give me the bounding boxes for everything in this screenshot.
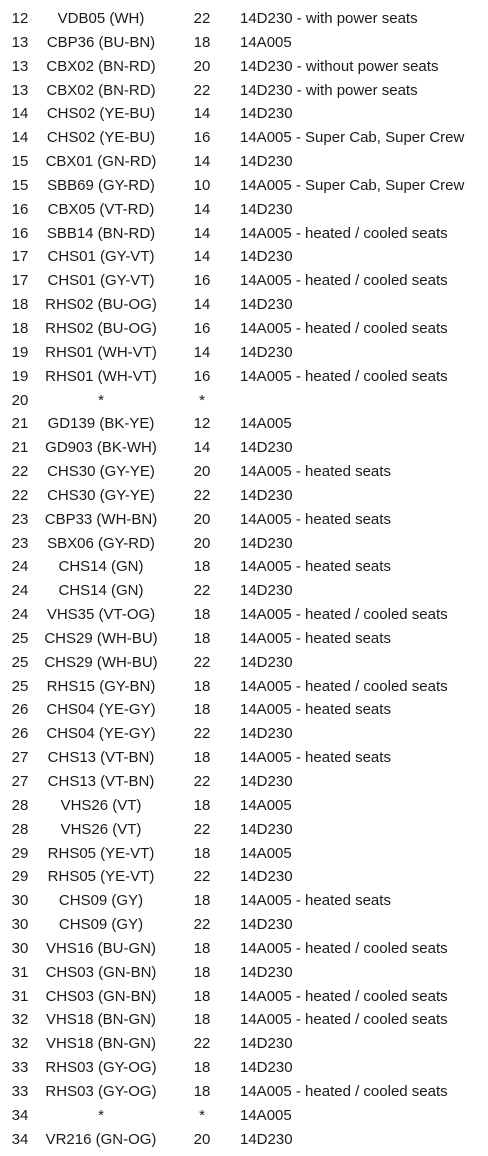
gauge-cell: 14 bbox=[193, 248, 211, 266]
table-row bbox=[0, 508, 488, 532]
table-row bbox=[0, 1080, 488, 1104]
table-row bbox=[0, 579, 488, 603]
circuit-cell: VHS26 (VT) bbox=[60, 820, 142, 838]
connector-cell: 14A005 - heated seats bbox=[240, 892, 391, 910]
pin-cell: 29 bbox=[11, 868, 29, 886]
connector-cell: 14A005 - heated / cooled seats bbox=[240, 1011, 448, 1029]
circuit-cell: CHS04 (YE-GY) bbox=[46, 725, 156, 743]
connector-cell: 14D230 bbox=[240, 200, 293, 218]
table-row bbox=[0, 1032, 488, 1056]
gauge-cell: 18 bbox=[193, 1059, 211, 1077]
circuit-cell: CHS30 (GY-YE) bbox=[47, 463, 155, 481]
table-row bbox=[0, 222, 488, 246]
pin-cell: 29 bbox=[11, 844, 29, 862]
connector-cell: 14D230 - with power seats bbox=[240, 10, 418, 27]
gauge-cell: 20 bbox=[193, 534, 211, 552]
table-row bbox=[0, 603, 488, 627]
connector-cell: 14A005 - heated / cooled seats bbox=[240, 677, 448, 695]
gauge-cell: 18 bbox=[193, 892, 211, 910]
circuit-cell: GD903 (BK-WH) bbox=[45, 439, 157, 457]
pin-cell: 17 bbox=[11, 272, 29, 290]
pin-cell: 33 bbox=[11, 1082, 29, 1100]
pin-cell: 16 bbox=[11, 224, 29, 242]
gauge-cell: 22 bbox=[193, 725, 211, 743]
connector-cell: 14D230 bbox=[240, 868, 293, 886]
circuit-cell: VHS26 (VT) bbox=[60, 796, 142, 814]
gauge-cell: * bbox=[199, 1106, 205, 1124]
gauge-cell: 18 bbox=[193, 33, 211, 51]
pin-cell: 28 bbox=[11, 820, 29, 838]
gauge-cell: 14 bbox=[193, 224, 211, 242]
gauge-cell: * bbox=[199, 391, 205, 409]
gauge-cell: 14 bbox=[193, 153, 211, 171]
connector-cell: 14D230 bbox=[240, 1035, 293, 1053]
pin-cell: 27 bbox=[11, 749, 29, 767]
connector-cell: 14D230 bbox=[240, 343, 293, 361]
pin-cell: 19 bbox=[11, 367, 29, 385]
pin-cell: 32 bbox=[11, 1035, 29, 1053]
circuit-cell: GD139 (BK-YE) bbox=[47, 415, 155, 433]
connector-cell: 14A005 - heated seats bbox=[240, 558, 391, 576]
circuit-cell: CHS29 (WH-BU) bbox=[44, 629, 158, 647]
connector-cell: 14A005 - heated seats bbox=[240, 701, 391, 719]
table-row bbox=[0, 818, 488, 842]
circuit-cell: CBX05 (VT-RD) bbox=[47, 200, 155, 218]
gauge-cell: 18 bbox=[193, 677, 211, 695]
connector-cell: 14D230 bbox=[240, 1059, 293, 1077]
gauge-cell: 22 bbox=[193, 81, 211, 99]
gauge-cell: 16 bbox=[193, 367, 211, 385]
pin-cell: 19 bbox=[11, 343, 29, 361]
gauge-cell: 22 bbox=[193, 820, 211, 838]
gauge-cell: 22 bbox=[193, 1035, 211, 1053]
table-row bbox=[0, 1056, 488, 1080]
circuit-cell: RHS15 (GY-BN) bbox=[46, 677, 156, 695]
connector-cell: 14D230 bbox=[240, 248, 293, 266]
gauge-cell: 18 bbox=[193, 844, 211, 862]
connector-cell: 14A005 - heated / cooled seats bbox=[240, 367, 448, 385]
circuit-cell: CBX02 (BN-RD) bbox=[46, 81, 156, 99]
pin-cell: 14 bbox=[11, 105, 29, 123]
pin-cell: 33 bbox=[11, 1059, 29, 1077]
gauge-cell: 22 bbox=[193, 486, 211, 504]
circuit-cell: CHS09 (GY) bbox=[58, 916, 144, 934]
gauge-cell: 18 bbox=[193, 987, 211, 1005]
pin-cell: 31 bbox=[11, 963, 29, 981]
table-row bbox=[0, 126, 488, 150]
pin-cell: 13 bbox=[11, 81, 29, 99]
pin-cell: 34 bbox=[11, 1130, 29, 1148]
gauge-cell: 16 bbox=[193, 272, 211, 290]
table-row bbox=[0, 245, 488, 269]
pin-cell: 18 bbox=[11, 296, 29, 314]
pin-cell: 17 bbox=[11, 248, 29, 266]
pin-cell: 22 bbox=[11, 463, 29, 481]
circuit-cell: CHS02 (YE-BU) bbox=[46, 129, 156, 147]
connector-cell: 14A005 - heated seats bbox=[240, 629, 391, 647]
gauge-cell: 18 bbox=[193, 629, 211, 647]
table-row bbox=[0, 842, 488, 866]
circuit-cell: CHS09 (GY) bbox=[58, 892, 144, 910]
pin-cell: 18 bbox=[11, 319, 29, 337]
table-row bbox=[0, 7, 488, 31]
gauge-cell: 22 bbox=[193, 773, 211, 790]
table-row bbox=[0, 746, 488, 770]
pin-cell: 15 bbox=[11, 153, 29, 171]
gauge-cell: 20 bbox=[193, 1130, 211, 1148]
gauge-cell: 18 bbox=[193, 939, 211, 957]
gauge-cell: 12 bbox=[193, 415, 211, 433]
gauge-cell: 16 bbox=[193, 319, 211, 337]
circuit-cell: CBX01 (GN-RD) bbox=[45, 153, 157, 171]
circuit-cell: CBP33 (WH-BN) bbox=[44, 510, 158, 528]
circuit-cell: SBB69 (GY-RD) bbox=[47, 176, 155, 194]
circuit-cell: RHS05 (YE-VT) bbox=[47, 868, 155, 886]
table-row bbox=[0, 389, 488, 413]
pin-cell: 25 bbox=[11, 653, 29, 671]
circuit-cell: VHS18 (BN-GN) bbox=[45, 1035, 157, 1053]
circuit-cell: RHS02 (BU-OG) bbox=[45, 319, 157, 337]
table-row bbox=[0, 770, 488, 794]
connector-cell: 14D230 bbox=[240, 916, 293, 934]
connector-cell: 14A005 bbox=[240, 415, 292, 433]
table-row bbox=[0, 722, 488, 746]
circuit-cell: RHS05 (YE-VT) bbox=[47, 844, 155, 862]
connector-cell: 14A005 - heated / cooled seats bbox=[240, 319, 448, 337]
pin-cell: 21 bbox=[11, 439, 29, 457]
table-row bbox=[0, 412, 488, 436]
circuit-cell: CHS02 (YE-BU) bbox=[46, 105, 156, 123]
pin-cell: 12 bbox=[11, 10, 29, 27]
connector-cell: 14A005 bbox=[240, 844, 292, 862]
circuit-cell: CHS30 (GY-YE) bbox=[47, 486, 155, 504]
circuit-cell: SBX06 (GY-RD) bbox=[47, 534, 155, 552]
pin-cell: 27 bbox=[11, 773, 29, 790]
table-row bbox=[0, 1128, 488, 1152]
circuit-cell: CHS13 (VT-BN) bbox=[47, 749, 155, 767]
circuit-cell: CHS14 (GN) bbox=[58, 558, 144, 576]
gauge-cell: 22 bbox=[193, 868, 211, 886]
gauge-cell: 14 bbox=[193, 343, 211, 361]
connector-cell: 14D230 bbox=[240, 653, 293, 671]
table-row bbox=[0, 651, 488, 675]
table-row bbox=[0, 55, 488, 79]
gauge-cell: 10 bbox=[193, 176, 211, 194]
pin-cell: 34 bbox=[11, 1106, 29, 1124]
gauge-cell: 18 bbox=[193, 606, 211, 624]
connector-cell: 14A005 bbox=[240, 796, 292, 814]
gauge-cell: 18 bbox=[193, 1082, 211, 1100]
circuit-cell: CHS03 (GN-BN) bbox=[45, 987, 157, 1005]
pin-cell: 26 bbox=[11, 701, 29, 719]
connector-cell: 14D230 bbox=[240, 486, 293, 504]
connector-cell: 14D230 bbox=[240, 296, 293, 314]
gauge-cell: 18 bbox=[193, 1011, 211, 1029]
gauge-cell: 18 bbox=[193, 749, 211, 767]
table-row bbox=[0, 31, 488, 55]
connector-cell: 14A005 bbox=[240, 1106, 292, 1124]
table-row bbox=[0, 627, 488, 651]
circuit-cell: CHS04 (YE-GY) bbox=[46, 701, 156, 719]
gauge-cell: 20 bbox=[193, 510, 211, 528]
gauge-cell: 22 bbox=[193, 10, 211, 27]
table-row bbox=[0, 889, 488, 913]
circuit-cell: VHS18 (BN-GN) bbox=[45, 1011, 157, 1029]
pin-cell: 20 bbox=[11, 391, 29, 409]
circuit-cell: VHS16 (BU-GN) bbox=[45, 939, 157, 957]
connector-cell: 14D230 - without power seats bbox=[240, 57, 439, 75]
pin-cell: 30 bbox=[11, 939, 29, 957]
connector-cell: 14A005 - heated / cooled seats bbox=[240, 224, 448, 242]
pin-cell: 31 bbox=[11, 987, 29, 1005]
table-row bbox=[0, 532, 488, 556]
circuit-cell: VR216 (GN-OG) bbox=[45, 1130, 157, 1148]
gauge-cell: 22 bbox=[193, 916, 211, 934]
circuit-cell: RHS03 (GY-OG) bbox=[45, 1082, 157, 1100]
circuit-cell: VHS35 (VT-OG) bbox=[46, 606, 156, 624]
pin-cell: 25 bbox=[11, 629, 29, 647]
gauge-cell: 22 bbox=[193, 582, 211, 600]
connector-cell: 14A005 - heated / cooled seats bbox=[240, 606, 448, 624]
circuit-cell: CHS29 (WH-BU) bbox=[44, 653, 158, 671]
gauge-cell: 18 bbox=[193, 558, 211, 576]
gauge-cell: 18 bbox=[193, 701, 211, 719]
table-row bbox=[0, 269, 488, 293]
pin-cell: 24 bbox=[11, 558, 29, 576]
pin-cell: 15 bbox=[11, 176, 29, 194]
connector-cell: 14D230 bbox=[240, 725, 293, 743]
connector-cell: 14A005 - Super Cab, Super Crew bbox=[240, 176, 465, 194]
table-row bbox=[0, 436, 488, 460]
table-row bbox=[0, 985, 488, 1009]
table-row bbox=[0, 198, 488, 222]
table-row bbox=[0, 79, 488, 103]
circuit-cell: * bbox=[98, 1106, 104, 1124]
pin-cell: 13 bbox=[11, 57, 29, 75]
circuit-cell: CHS14 (GN) bbox=[58, 582, 144, 600]
table-row bbox=[0, 961, 488, 985]
table-row bbox=[0, 865, 488, 889]
table-row bbox=[0, 150, 488, 174]
table-row bbox=[0, 102, 488, 126]
connector-cell: 14D230 - with power seats bbox=[240, 81, 418, 99]
gauge-cell: 20 bbox=[193, 57, 211, 75]
connector-cell: 14A005 - heated / cooled seats bbox=[240, 1082, 448, 1100]
pin-cell: 22 bbox=[11, 486, 29, 504]
pin-cell: 25 bbox=[11, 677, 29, 695]
connector-cell: 14A005 bbox=[240, 33, 292, 51]
table-row bbox=[0, 937, 488, 961]
gauge-cell: 14 bbox=[193, 439, 211, 457]
pin-cell: 16 bbox=[11, 200, 29, 218]
table-row bbox=[0, 460, 488, 484]
pin-cell: 24 bbox=[11, 606, 29, 624]
gauge-cell: 16 bbox=[193, 129, 211, 147]
table-row bbox=[0, 794, 488, 818]
gauge-cell: 18 bbox=[193, 963, 211, 981]
circuit-cell: CHS01 (GY-VT) bbox=[47, 248, 155, 266]
connector-cell: 14A005 - heated seats bbox=[240, 749, 391, 767]
connector-cell: 14A005 - Super Cab, Super Crew bbox=[240, 129, 465, 147]
table-row bbox=[0, 484, 488, 508]
circuit-cell: SBB14 (BN-RD) bbox=[46, 224, 156, 242]
table-row bbox=[0, 293, 488, 317]
table-row bbox=[0, 1104, 488, 1128]
pin-cell: 28 bbox=[11, 796, 29, 814]
circuit-cell: CBP36 (BU-BN) bbox=[46, 33, 156, 51]
table-row bbox=[0, 317, 488, 341]
gauge-cell: 20 bbox=[193, 463, 211, 481]
circuit-cell: CHS01 (GY-VT) bbox=[47, 272, 155, 290]
connector-cell: 14D230 bbox=[240, 153, 293, 171]
circuit-cell: VDB05 (WH) bbox=[57, 10, 145, 27]
table-row bbox=[0, 365, 488, 389]
connector-cell: 14A005 - heated / cooled seats bbox=[240, 987, 448, 1005]
table-row bbox=[0, 913, 488, 937]
circuit-cell: RHS01 (WH-VT) bbox=[45, 367, 157, 385]
gauge-cell: 18 bbox=[193, 796, 211, 814]
pin-cell: 23 bbox=[11, 510, 29, 528]
circuit-cell: * bbox=[98, 391, 104, 409]
pin-cell: 14 bbox=[11, 129, 29, 147]
connector-cell: 14D230 bbox=[240, 773, 293, 790]
pin-cell: 23 bbox=[11, 534, 29, 552]
circuit-cell: CHS03 (GN-BN) bbox=[45, 963, 157, 981]
connector-cell: 14D230 bbox=[240, 963, 293, 981]
pin-cell: 30 bbox=[11, 916, 29, 934]
connector-cell: 14D230 bbox=[240, 582, 293, 600]
circuit-cell: RHS03 (GY-OG) bbox=[45, 1059, 157, 1077]
circuit-cell: RHS01 (WH-VT) bbox=[45, 343, 157, 361]
gauge-cell: 22 bbox=[193, 653, 211, 671]
gauge-cell: 14 bbox=[193, 105, 211, 123]
pin-cell: 30 bbox=[11, 892, 29, 910]
connector-cell: 14A005 - heated / cooled seats bbox=[240, 272, 448, 290]
table-row bbox=[0, 675, 488, 699]
pin-cell: 21 bbox=[11, 415, 29, 433]
connector-cell: 14A005 - heated seats bbox=[240, 510, 391, 528]
connector-cell: 14D230 bbox=[240, 1130, 293, 1148]
table-row bbox=[0, 341, 488, 365]
table-row bbox=[0, 174, 488, 198]
connector-cell: 14D230 bbox=[240, 820, 293, 838]
table-row bbox=[0, 1008, 488, 1032]
circuit-cell: RHS02 (BU-OG) bbox=[45, 296, 157, 314]
table-row bbox=[0, 555, 488, 579]
table-row bbox=[0, 698, 488, 722]
gauge-cell: 14 bbox=[193, 296, 211, 314]
circuit-cell: CBX02 (BN-RD) bbox=[46, 57, 156, 75]
connector-cell: 14A005 - heated seats bbox=[240, 463, 391, 481]
connector-cell: 14D230 bbox=[240, 105, 293, 123]
pin-cell: 24 bbox=[11, 582, 29, 600]
pin-cell: 13 bbox=[11, 33, 29, 51]
pin-cell: 32 bbox=[11, 1011, 29, 1029]
gauge-cell: 14 bbox=[193, 200, 211, 218]
connector-cell: 14A005 - heated / cooled seats bbox=[240, 939, 448, 957]
pin-cell: 26 bbox=[11, 725, 29, 743]
circuit-cell: CHS13 (VT-BN) bbox=[47, 773, 155, 790]
connector-cell: 14D230 bbox=[240, 439, 293, 457]
connector-cell: 14D230 bbox=[240, 534, 293, 552]
